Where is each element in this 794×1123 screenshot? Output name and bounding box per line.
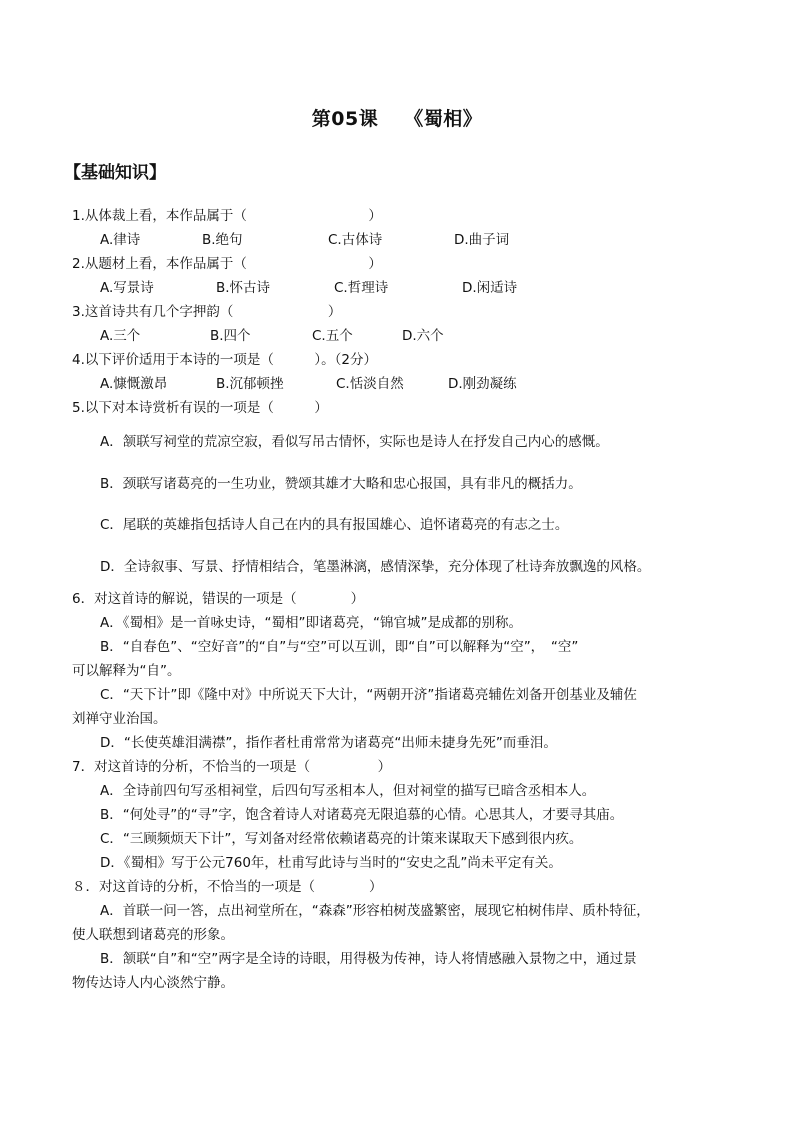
- option-c: C.五个: [312, 328, 353, 344]
- question-6-option-b-cont: 可以解释为“自”。: [72, 663, 181, 679]
- question-4-stem: 4.以下评价适用于本诗的一项是（ ）。（2分）: [72, 352, 377, 368]
- option-a: A.慷慨激昂: [100, 376, 168, 392]
- question-5-option-c: C．尾联的英雄指包括诗人自己在内的具有报国雄心、追怀诸葛亮的有志之士。: [100, 517, 569, 533]
- question-6-option-a: A．《蜀相》是一首咏史诗，“蜀相”即诸葛亮，“锦官城”是成都的别称。: [100, 615, 522, 631]
- poem-title: 《蜀相》: [404, 108, 483, 130]
- question-5-option-b: B．颈联写诸葛亮的一生功业，赞颂其雄才大略和忠心报国，具有非凡的概括力。: [100, 476, 582, 492]
- question-7-option-b: B．“何处寻”的“寻”字，饱含着诗人对诸葛亮无限追慕的心情。心思其人，才要寻其庙。: [100, 807, 624, 823]
- question-3-options: [100, 326, 444, 346]
- question-7-option-d: D．《蜀相》写于公元760年，杜甫写此诗与当时的“安史之乱”尚未平定有关。: [100, 855, 562, 871]
- question-8-stem: ８．对这首诗的分析，不恰当的一项是（ ）: [72, 879, 383, 895]
- page-title: [0, 104, 794, 131]
- option-d: D.闲适诗: [462, 280, 518, 296]
- option-b: B.沉郁顿挫: [216, 376, 284, 392]
- lesson-number: 第05课: [311, 108, 379, 130]
- option-a: A.写景诗: [100, 280, 154, 296]
- question-7-stem: 7．对这首诗的分析，不恰当的一项是（ ）: [72, 759, 392, 775]
- question-2-options: [100, 278, 517, 298]
- question-6-stem: 6．对这首诗的解说，错误的一项是（ ）: [72, 591, 365, 607]
- question-8-option-b-cont: 物传达诗人内心淡然宁静。: [72, 975, 234, 991]
- question-2-stem: 2.从题材上看，本作品属于（ ）: [72, 256, 382, 272]
- option-c: C.哲理诗: [334, 280, 389, 296]
- question-8-option-a: A．首联一问一答，点出祠堂所在，“森森”形容柏树茂盛繁密，展现它柏树伟岸、质朴特征，: [100, 903, 650, 919]
- section-heading: 【基础知识】: [64, 163, 166, 183]
- question-3-stem: 3.这首诗共有几个字押韵（ ）: [72, 304, 342, 320]
- option-d: D.刚劲凝练: [448, 376, 517, 392]
- question-5-option-a: A．颔联写祠堂的荒凉空寂，看似写吊古情怀，实际也是诗人在抒发自己内心的感慨。: [100, 434, 609, 450]
- question-8-option-a-cont: 使人联想到诸葛亮的形象。: [72, 927, 234, 943]
- question-7-option-c: C．“三顾频烦天下计”，写刘备对经常依赖诸葛亮的计策来谋取天下感到很内疚。: [100, 831, 583, 847]
- question-6-option-d: D．“长使英雄泪满襟”，指作者杜甫常常为诸葛亮“出师未捷身先死”而垂泪。: [100, 735, 557, 751]
- option-c: C.古体诗: [328, 232, 383, 248]
- question-4-options: [100, 374, 517, 394]
- question-5-option-d: D．全诗叙事、写景、抒情相结合，笔墨淋漓，感情深挚，充分体现了杜诗奔放飘逸的风格。: [100, 559, 651, 575]
- option-d: D.曲子词: [454, 232, 510, 248]
- question-8-option-b: B．颔联“自”和“空”两字是全诗的诗眼，用得极为传神，诗人将情感融入景物之中，通过景: [100, 951, 637, 967]
- option-a: A.三个: [100, 328, 141, 344]
- option-b: B.怀古诗: [216, 280, 271, 296]
- option-c: C.恬淡自然: [336, 376, 404, 392]
- option-a: A.律诗: [100, 232, 141, 248]
- question-6-option-b: B．“自春色”、“空好音”的“自”与“空”可以互训，即“自”可以解释为“空”， “空”: [100, 639, 579, 655]
- option-d: D.六个: [402, 328, 444, 344]
- option-b: B.四个: [210, 328, 251, 344]
- question-6-option-c: C．“天下计”即《隆中对》中所说天下大计，“两朝开济”指诸葛亮辅佐刘备开创基业及辅佐: [100, 687, 637, 703]
- question-7-option-a: A．全诗前四句写丞相祠堂，后四句写丞相本人，但对祠堂的描写已暗含丞相本人。: [100, 783, 596, 799]
- question-6-option-c-cont: 刘禅守业治国。: [72, 711, 167, 727]
- question-5-stem: 5.以下对本诗赏析有误的一项是（ ）: [72, 400, 328, 416]
- question-1-stem: 1.从体裁上看，本作品属于（ ）: [72, 208, 382, 224]
- option-b: B.绝句: [202, 232, 243, 248]
- question-1-options: [100, 230, 509, 250]
